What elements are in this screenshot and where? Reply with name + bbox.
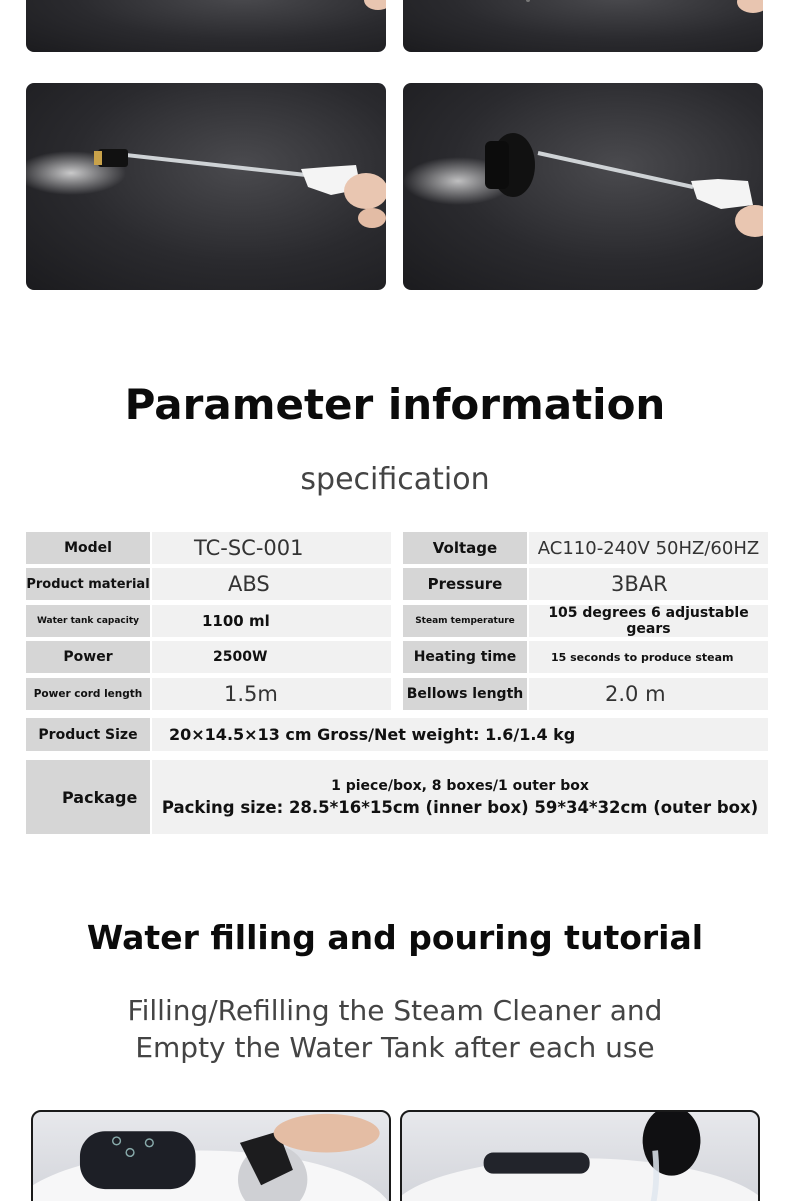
spec-label-heating-time: Heating time — [403, 641, 527, 673]
spec-label-model: Model — [26, 532, 150, 564]
spec-value-package — [152, 760, 768, 834]
tutorial-subtitle-line-2: Empty the Water Tank after each use — [135, 1031, 655, 1064]
spec-value-steam-temperature: 105 degrees 6 adjustable gears — [529, 605, 768, 637]
spec-value-model: TC-SC-001 — [152, 532, 391, 564]
tutorial-photo-filling — [31, 1110, 391, 1201]
tutorial-photo-pouring — [400, 1110, 760, 1201]
tutorial-subtitle-line-1: Filling/Refilling the Steam Cleaner and — [127, 994, 663, 1027]
round-brush-photo — [403, 83, 763, 290]
spec-label-pressure: Pressure — [403, 568, 527, 600]
spec-label-water-tank: Water tank capacity — [26, 605, 150, 637]
package-line-1: 1 piece/box, 8 boxes/1 outer box — [331, 777, 589, 794]
spec-label-product-material: Product material — [26, 568, 150, 600]
spec-value-power: 2500W — [152, 641, 391, 673]
spec-value-power-cord: 1.5m — [152, 678, 391, 710]
brass-brush-photo — [26, 83, 386, 290]
spec-value-product-size: 20×14.5×13 cm Gross/Net weight: 1.6/1.4 kg — [152, 718, 768, 751]
spec-value-water-tank: 1100 ml — [152, 605, 391, 637]
parameter-subtitle: specification — [300, 462, 490, 497]
spec-value-product-material: ABS — [152, 568, 391, 600]
spec-value-heating-time: 15 seconds to produce steam — [529, 641, 768, 673]
spec-value-pressure: 3BAR — [529, 568, 768, 600]
spec-label-package: Package — [26, 760, 150, 834]
product-photo-2 — [403, 0, 763, 52]
spec-label-power: Power — [26, 641, 150, 673]
spec-value-voltage: AC110-240V 50HZ/60HZ — [529, 532, 768, 564]
spec-label-voltage: Voltage — [403, 532, 527, 564]
parameter-title: Parameter information — [124, 380, 666, 429]
spec-label-bellows-length: Bellows length — [403, 678, 527, 710]
tutorial-title: Water filling and pouring tutorial — [86, 918, 704, 957]
package-line-2: Packing size: 28.5*16*15cm (inner box) 59*34*32cm (outer box) — [161, 797, 759, 817]
spec-label-power-cord: Power cord length — [26, 678, 150, 710]
product-photo-1 — [26, 0, 386, 52]
spec-label-product-size: Product Size — [26, 718, 150, 751]
spec-label-steam-temperature: Steam temperature — [403, 605, 527, 637]
spec-value-bellows-length: 2.0 m — [529, 678, 768, 710]
